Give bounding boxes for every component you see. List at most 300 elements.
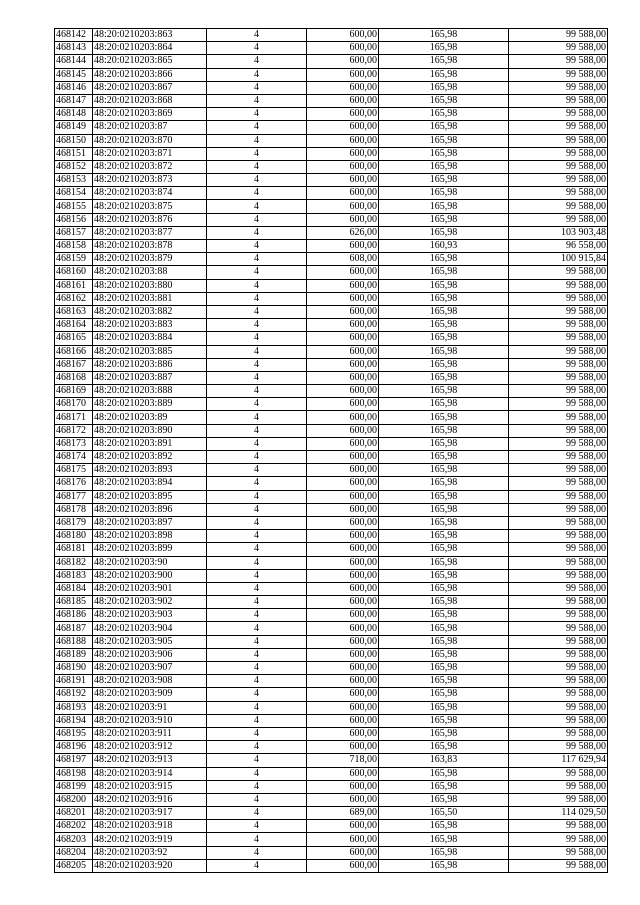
cadastral-number-cell: 48:20:0210203:893 xyxy=(93,464,207,477)
cadastral-number-cell: 48:20:0210203:919 xyxy=(93,833,207,846)
specific-value-cell: 165,98 xyxy=(379,55,509,68)
specific-value-cell: 165,98 xyxy=(379,688,509,701)
cadastral-number-cell: 48:20:0210203:863 xyxy=(93,29,207,42)
group-code-cell: 4 xyxy=(207,240,307,253)
row-number-cell: 468150 xyxy=(55,134,93,147)
cadastral-number-cell: 48:20:0210203:889 xyxy=(93,398,207,411)
table-row xyxy=(55,648,608,661)
table-row xyxy=(55,411,608,424)
group-code-cell: 4 xyxy=(207,160,307,173)
specific-value-cell: 165,98 xyxy=(379,398,509,411)
specific-value-cell: 163,83 xyxy=(379,754,509,767)
cadastral-value-cell: 99 588,00 xyxy=(509,424,608,437)
cadastral-number-cell: 48:20:0210203:875 xyxy=(93,200,207,213)
row-number-cell: 468167 xyxy=(55,358,93,371)
specific-value-cell: 165,98 xyxy=(379,596,509,609)
table-row xyxy=(55,358,608,371)
specific-value-cell: 165,98 xyxy=(379,464,509,477)
specific-value-cell: 165,98 xyxy=(379,385,509,398)
table-body xyxy=(55,29,608,873)
cadastral-value-cell: 99 588,00 xyxy=(509,160,608,173)
cadastral-number-cell: 48:20:0210203:880 xyxy=(93,279,207,292)
row-number-cell: 468147 xyxy=(55,94,93,107)
area-cell: 600,00 xyxy=(307,29,379,42)
cadastral-value-cell: 99 588,00 xyxy=(509,292,608,305)
specific-value-cell: 165,98 xyxy=(379,846,509,859)
cadastral-number-cell: 48:20:0210203:898 xyxy=(93,530,207,543)
table-row xyxy=(55,635,608,648)
specific-value-cell: 165,98 xyxy=(379,556,509,569)
area-cell: 600,00 xyxy=(307,134,379,147)
row-number-cell: 468205 xyxy=(55,859,93,872)
specific-value-cell: 165,98 xyxy=(379,266,509,279)
group-code-cell: 4 xyxy=(207,596,307,609)
specific-value-cell: 165,98 xyxy=(379,582,509,595)
cadastral-value-cell: 99 588,00 xyxy=(509,741,608,754)
cadastral-number-cell: 48:20:0210203:866 xyxy=(93,68,207,81)
area-cell: 600,00 xyxy=(307,648,379,661)
cadastral-number-cell: 48:20:0210203:886 xyxy=(93,358,207,371)
row-number-cell: 468180 xyxy=(55,530,93,543)
area-cell: 600,00 xyxy=(307,464,379,477)
row-number-cell: 468175 xyxy=(55,464,93,477)
cadastral-value-cell: 99 588,00 xyxy=(509,622,608,635)
cadastral-number-cell: 48:20:0210203:888 xyxy=(93,385,207,398)
cadastral-number-cell: 48:20:0210203:891 xyxy=(93,437,207,450)
table-row xyxy=(55,530,608,543)
cadastral-value-cell: 99 588,00 xyxy=(509,464,608,477)
group-code-cell: 4 xyxy=(207,582,307,595)
specific-value-cell: 165,98 xyxy=(379,609,509,622)
row-number-cell: 468194 xyxy=(55,714,93,727)
cadastral-value-cell: 99 588,00 xyxy=(509,648,608,661)
cadastral-number-cell: 48:20:0210203:92 xyxy=(93,846,207,859)
specific-value-cell: 165,98 xyxy=(379,134,509,147)
specific-value-cell: 165,98 xyxy=(379,226,509,239)
area-cell: 600,00 xyxy=(307,358,379,371)
area-cell: 600,00 xyxy=(307,793,379,806)
group-code-cell: 4 xyxy=(207,648,307,661)
table-row xyxy=(55,767,608,780)
group-code-cell: 4 xyxy=(207,464,307,477)
area-cell: 600,00 xyxy=(307,240,379,253)
specific-value-cell: 165,98 xyxy=(379,94,509,107)
area-cell: 600,00 xyxy=(307,371,379,384)
specific-value-cell: 165,98 xyxy=(379,160,509,173)
group-code-cell: 4 xyxy=(207,675,307,688)
specific-value-cell: 165,98 xyxy=(379,503,509,516)
row-number-cell: 468162 xyxy=(55,292,93,305)
cadastral-number-cell: 48:20:0210203:884 xyxy=(93,332,207,345)
specific-value-cell: 165,98 xyxy=(379,187,509,200)
table-row xyxy=(55,305,608,318)
cadastral-value-cell: 99 588,00 xyxy=(509,582,608,595)
specific-value-cell: 165,98 xyxy=(379,833,509,846)
row-number-cell: 468181 xyxy=(55,543,93,556)
row-number-cell: 468142 xyxy=(55,29,93,42)
cadastral-number-cell: 48:20:0210203:905 xyxy=(93,635,207,648)
cadastral-number-cell: 48:20:0210203:873 xyxy=(93,174,207,187)
cadastral-number-cell: 48:20:0210203:892 xyxy=(93,451,207,464)
cadastral-value-cell: 114 029,50 xyxy=(509,807,608,820)
table-row xyxy=(55,846,608,859)
table-row xyxy=(55,121,608,134)
table-row xyxy=(55,371,608,384)
specific-value-cell: 165,98 xyxy=(379,662,509,675)
area-cell: 600,00 xyxy=(307,187,379,200)
cadastral-value-cell: 99 588,00 xyxy=(509,675,608,688)
row-number-cell: 468192 xyxy=(55,688,93,701)
table-row xyxy=(55,714,608,727)
table-row xyxy=(55,398,608,411)
cadastral-value-cell: 99 588,00 xyxy=(509,688,608,701)
specific-value-cell: 165,98 xyxy=(379,213,509,226)
row-number-cell: 468196 xyxy=(55,741,93,754)
group-code-cell: 4 xyxy=(207,569,307,582)
row-number-cell: 468160 xyxy=(55,266,93,279)
table-row xyxy=(55,437,608,450)
table-row xyxy=(55,688,608,701)
area-cell: 600,00 xyxy=(307,582,379,595)
cadastral-value-cell: 99 588,00 xyxy=(509,147,608,160)
specific-value-cell: 165,50 xyxy=(379,807,509,820)
cadastral-value-cell: 99 588,00 xyxy=(509,332,608,345)
cadastral-number-cell: 48:20:0210203:899 xyxy=(93,543,207,556)
specific-value-cell: 165,98 xyxy=(379,371,509,384)
cadastral-number-cell: 48:20:0210203:887 xyxy=(93,371,207,384)
group-code-cell: 4 xyxy=(207,371,307,384)
cadastral-number-cell: 48:20:0210203:876 xyxy=(93,213,207,226)
table-row xyxy=(55,820,608,833)
cadastral-value-cell: 99 588,00 xyxy=(509,213,608,226)
cadastral-value-cell: 96 558,00 xyxy=(509,240,608,253)
specific-value-cell: 165,98 xyxy=(379,793,509,806)
area-cell: 600,00 xyxy=(307,767,379,780)
group-code-cell: 4 xyxy=(207,780,307,793)
cadastral-value-cell: 99 588,00 xyxy=(509,385,608,398)
table-row xyxy=(55,81,608,94)
row-number-cell: 468182 xyxy=(55,556,93,569)
cadastral-number-cell: 48:20:0210203:908 xyxy=(93,675,207,688)
cadastral-number-cell: 48:20:0210203:901 xyxy=(93,582,207,595)
row-number-cell: 468145 xyxy=(55,68,93,81)
row-number-cell: 468151 xyxy=(55,147,93,160)
cadastral-value-cell: 99 588,00 xyxy=(509,530,608,543)
cadastral-value-cell: 99 588,00 xyxy=(509,68,608,81)
group-code-cell: 4 xyxy=(207,266,307,279)
table-row xyxy=(55,147,608,160)
cadastral-value-cell: 99 588,00 xyxy=(509,345,608,358)
table-row xyxy=(55,226,608,239)
specific-value-cell: 165,98 xyxy=(379,820,509,833)
group-code-cell: 4 xyxy=(207,635,307,648)
group-code-cell: 4 xyxy=(207,846,307,859)
row-number-cell: 468157 xyxy=(55,226,93,239)
table-row xyxy=(55,94,608,107)
cadastral-number-cell: 48:20:0210203:904 xyxy=(93,622,207,635)
specific-value-cell: 165,98 xyxy=(379,292,509,305)
cadastral-number-cell: 48:20:0210203:911 xyxy=(93,727,207,740)
table-row xyxy=(55,253,608,266)
row-number-cell: 468172 xyxy=(55,424,93,437)
cadastral-value-cell: 99 588,00 xyxy=(509,174,608,187)
row-number-cell: 468159 xyxy=(55,253,93,266)
area-cell: 600,00 xyxy=(307,42,379,55)
table-row xyxy=(55,543,608,556)
cadastral-number-cell: 48:20:0210203:920 xyxy=(93,859,207,872)
row-number-cell: 468178 xyxy=(55,503,93,516)
cadastral-value-cell: 99 588,00 xyxy=(509,503,608,516)
area-cell: 600,00 xyxy=(307,688,379,701)
group-code-cell: 4 xyxy=(207,530,307,543)
row-number-cell: 468184 xyxy=(55,582,93,595)
group-code-cell: 4 xyxy=(207,714,307,727)
cadastral-value-cell: 99 588,00 xyxy=(509,793,608,806)
cadastral-value-cell: 99 588,00 xyxy=(509,662,608,675)
specific-value-cell: 165,98 xyxy=(379,767,509,780)
cadastral-number-cell: 48:20:0210203:903 xyxy=(93,609,207,622)
cadastral-number-cell: 48:20:0210203:909 xyxy=(93,688,207,701)
row-number-cell: 468169 xyxy=(55,385,93,398)
cadastral-number-cell: 48:20:0210203:913 xyxy=(93,754,207,767)
row-number-cell: 468174 xyxy=(55,451,93,464)
row-number-cell: 468183 xyxy=(55,569,93,582)
specific-value-cell: 165,98 xyxy=(379,319,509,332)
area-cell: 600,00 xyxy=(307,437,379,450)
area-cell: 600,00 xyxy=(307,94,379,107)
specific-value-cell: 165,98 xyxy=(379,174,509,187)
specific-value-cell: 165,98 xyxy=(379,29,509,42)
table-row xyxy=(55,741,608,754)
cadastral-value-cell: 99 588,00 xyxy=(509,266,608,279)
cadastral-number-cell: 48:20:0210203:917 xyxy=(93,807,207,820)
table-row xyxy=(55,187,608,200)
table-row xyxy=(55,859,608,872)
area-cell: 600,00 xyxy=(307,147,379,160)
group-code-cell: 4 xyxy=(207,754,307,767)
row-number-cell: 468154 xyxy=(55,187,93,200)
area-cell: 600,00 xyxy=(307,121,379,134)
table-row xyxy=(55,556,608,569)
area-cell: 600,00 xyxy=(307,820,379,833)
cadastral-value-cell: 99 588,00 xyxy=(509,596,608,609)
group-code-cell: 4 xyxy=(207,81,307,94)
cadastral-number-cell: 48:20:0210203:916 xyxy=(93,793,207,806)
cadastral-number-cell: 48:20:0210203:90 xyxy=(93,556,207,569)
row-number-cell: 468173 xyxy=(55,437,93,450)
table-row xyxy=(55,385,608,398)
group-code-cell: 4 xyxy=(207,226,307,239)
group-code-cell: 4 xyxy=(207,543,307,556)
cadastral-number-cell: 48:20:0210203:870 xyxy=(93,134,207,147)
area-cell: 689,00 xyxy=(307,807,379,820)
table-row xyxy=(55,451,608,464)
specific-value-cell: 165,98 xyxy=(379,424,509,437)
specific-value-cell: 165,98 xyxy=(379,358,509,371)
cadastral-value-cell: 99 588,00 xyxy=(509,319,608,332)
group-code-cell: 4 xyxy=(207,437,307,450)
area-cell: 600,00 xyxy=(307,68,379,81)
cadastral-value-table xyxy=(54,28,608,873)
specific-value-cell: 165,98 xyxy=(379,451,509,464)
area-cell: 600,00 xyxy=(307,424,379,437)
group-code-cell: 4 xyxy=(207,451,307,464)
cadastral-value-cell: 99 588,00 xyxy=(509,411,608,424)
cadastral-number-cell: 48:20:0210203:867 xyxy=(93,81,207,94)
cadastral-value-cell: 99 588,00 xyxy=(509,200,608,213)
area-cell: 600,00 xyxy=(307,543,379,556)
row-number-cell: 468189 xyxy=(55,648,93,661)
cadastral-number-cell: 48:20:0210203:877 xyxy=(93,226,207,239)
cadastral-value-cell: 99 588,00 xyxy=(509,820,608,833)
cadastral-number-cell: 48:20:0210203:900 xyxy=(93,569,207,582)
area-cell: 600,00 xyxy=(307,213,379,226)
group-code-cell: 4 xyxy=(207,68,307,81)
specific-value-cell: 165,98 xyxy=(379,200,509,213)
area-cell: 600,00 xyxy=(307,332,379,345)
table-row xyxy=(55,55,608,68)
group-code-cell: 4 xyxy=(207,108,307,121)
table-row xyxy=(55,793,608,806)
cadastral-value-cell: 99 588,00 xyxy=(509,859,608,872)
cadastral-value-cell: 99 588,00 xyxy=(509,727,608,740)
cadastral-number-cell: 48:20:0210203:897 xyxy=(93,516,207,529)
cadastral-value-cell: 99 588,00 xyxy=(509,81,608,94)
row-number-cell: 468199 xyxy=(55,780,93,793)
group-code-cell: 4 xyxy=(207,29,307,42)
group-code-cell: 4 xyxy=(207,490,307,503)
group-code-cell: 4 xyxy=(207,767,307,780)
cadastral-value-cell: 117 629,94 xyxy=(509,754,608,767)
cadastral-number-cell: 48:20:0210203:869 xyxy=(93,108,207,121)
cadastral-value-cell: 99 588,00 xyxy=(509,833,608,846)
table-row xyxy=(55,596,608,609)
group-code-cell: 4 xyxy=(207,42,307,55)
specific-value-cell: 165,98 xyxy=(379,345,509,358)
cadastral-number-cell: 48:20:0210203:902 xyxy=(93,596,207,609)
group-code-cell: 4 xyxy=(207,688,307,701)
table-row xyxy=(55,279,608,292)
row-number-cell: 468152 xyxy=(55,160,93,173)
area-cell: 600,00 xyxy=(307,81,379,94)
area-cell: 600,00 xyxy=(307,319,379,332)
cadastral-value-cell: 99 588,00 xyxy=(509,55,608,68)
group-code-cell: 4 xyxy=(207,55,307,68)
table-row xyxy=(55,42,608,55)
area-cell: 600,00 xyxy=(307,780,379,793)
cadastral-value-cell: 99 588,00 xyxy=(509,714,608,727)
table-row xyxy=(55,160,608,173)
area-cell: 600,00 xyxy=(307,675,379,688)
cadastral-value-cell: 103 903,48 xyxy=(509,226,608,239)
group-code-cell: 4 xyxy=(207,503,307,516)
row-number-cell: 468164 xyxy=(55,319,93,332)
cadastral-value-cell: 99 588,00 xyxy=(509,29,608,42)
area-cell: 600,00 xyxy=(307,741,379,754)
group-code-cell: 4 xyxy=(207,94,307,107)
specific-value-cell: 165,98 xyxy=(379,305,509,318)
specific-value-cell: 165,98 xyxy=(379,648,509,661)
table-row xyxy=(55,675,608,688)
specific-value-cell: 165,98 xyxy=(379,543,509,556)
cadastral-value-cell: 100 915,84 xyxy=(509,253,608,266)
area-cell: 600,00 xyxy=(307,569,379,582)
row-number-cell: 468143 xyxy=(55,42,93,55)
group-code-cell: 4 xyxy=(207,516,307,529)
row-number-cell: 468188 xyxy=(55,635,93,648)
group-code-cell: 4 xyxy=(207,213,307,226)
cadastral-value-cell: 99 588,00 xyxy=(509,569,608,582)
cadastral-number-cell: 48:20:0210203:89 xyxy=(93,411,207,424)
table-row xyxy=(55,240,608,253)
cadastral-number-cell: 48:20:0210203:879 xyxy=(93,253,207,266)
row-number-cell: 468186 xyxy=(55,609,93,622)
row-number-cell: 468144 xyxy=(55,55,93,68)
cadastral-value-cell: 99 588,00 xyxy=(509,121,608,134)
group-code-cell: 4 xyxy=(207,424,307,437)
row-number-cell: 468179 xyxy=(55,516,93,529)
area-cell: 600,00 xyxy=(307,596,379,609)
table-row xyxy=(55,332,608,345)
table-row xyxy=(55,622,608,635)
area-cell: 718,00 xyxy=(307,754,379,767)
area-cell: 600,00 xyxy=(307,714,379,727)
row-number-cell: 468176 xyxy=(55,477,93,490)
area-cell: 600,00 xyxy=(307,846,379,859)
row-number-cell: 468197 xyxy=(55,754,93,767)
row-number-cell: 468149 xyxy=(55,121,93,134)
row-number-cell: 468156 xyxy=(55,213,93,226)
cadastral-value-cell: 99 588,00 xyxy=(509,398,608,411)
cadastral-number-cell: 48:20:0210203:871 xyxy=(93,147,207,160)
specific-value-cell: 160,93 xyxy=(379,240,509,253)
cadastral-value-cell: 99 588,00 xyxy=(509,780,608,793)
group-code-cell: 4 xyxy=(207,305,307,318)
group-code-cell: 4 xyxy=(207,477,307,490)
cadastral-value-cell: 99 588,00 xyxy=(509,609,608,622)
area-cell: 600,00 xyxy=(307,292,379,305)
group-code-cell: 4 xyxy=(207,411,307,424)
table-row xyxy=(55,569,608,582)
table-row xyxy=(55,319,608,332)
area-cell: 600,00 xyxy=(307,174,379,187)
table-row xyxy=(55,174,608,187)
row-number-cell: 468195 xyxy=(55,727,93,740)
specific-value-cell: 165,98 xyxy=(379,279,509,292)
specific-value-cell: 165,98 xyxy=(379,701,509,714)
row-number-cell: 468153 xyxy=(55,174,93,187)
group-code-cell: 4 xyxy=(207,187,307,200)
cadastral-value-cell: 99 588,00 xyxy=(509,187,608,200)
specific-value-cell: 165,98 xyxy=(379,490,509,503)
row-number-cell: 468202 xyxy=(55,820,93,833)
group-code-cell: 4 xyxy=(207,253,307,266)
row-number-cell: 468193 xyxy=(55,701,93,714)
row-number-cell: 468155 xyxy=(55,200,93,213)
cadastral-value-cell: 99 588,00 xyxy=(509,635,608,648)
cadastral-value-cell: 99 588,00 xyxy=(509,490,608,503)
cadastral-number-cell: 48:20:0210203:872 xyxy=(93,160,207,173)
cadastral-number-cell: 48:20:0210203:88 xyxy=(93,266,207,279)
specific-value-cell: 165,98 xyxy=(379,727,509,740)
group-code-cell: 4 xyxy=(207,279,307,292)
group-code-cell: 4 xyxy=(207,292,307,305)
area-cell: 600,00 xyxy=(307,477,379,490)
table-row xyxy=(55,754,608,767)
cadastral-value-cell: 99 588,00 xyxy=(509,543,608,556)
specific-value-cell: 165,98 xyxy=(379,477,509,490)
cadastral-value-cell: 99 588,00 xyxy=(509,305,608,318)
